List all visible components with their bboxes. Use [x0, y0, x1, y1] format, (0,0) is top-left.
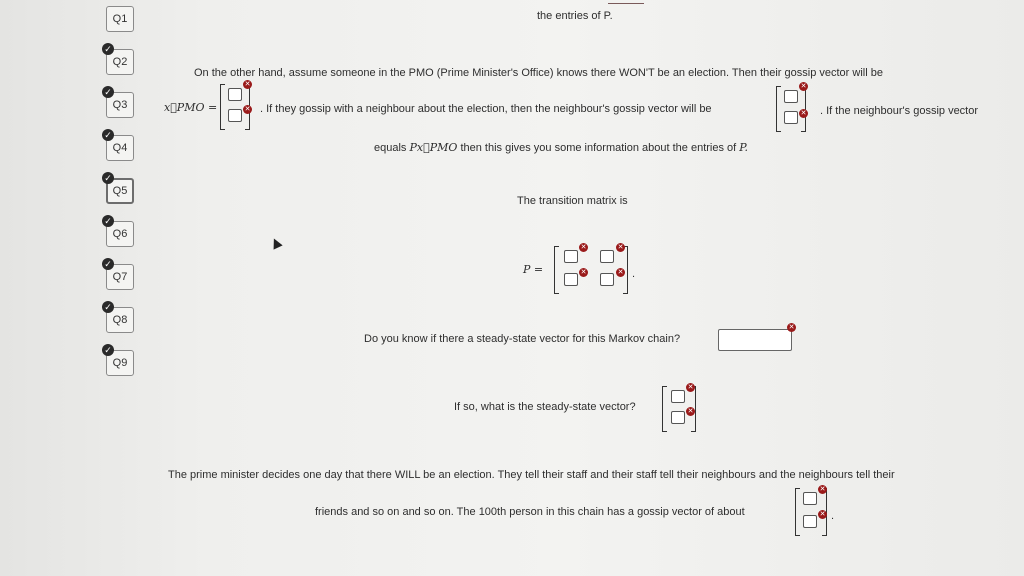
- matrix-entry-input[interactable]: [600, 273, 614, 286]
- check-icon: ✓: [102, 43, 114, 55]
- question-nav-q5[interactable]: Q5: [106, 178, 134, 204]
- matrix-entry-input[interactable]: [564, 250, 578, 263]
- error-x-icon: ✕: [687, 408, 694, 415]
- text-pm-1: The prime minister decides one day that there WILL be an election. They tell their staff and their staff tell their neighbours and the neighbours tell their: [168, 469, 895, 481]
- vector-neighbour: [776, 83, 807, 132]
- question-nav-q6[interactable]: Q6: [106, 221, 134, 247]
- vector-entry-input[interactable]: [228, 88, 242, 101]
- text-pmo-2: . If they gossip with a neighbour about the election, then the neighbour's gossip vector will be: [260, 103, 712, 115]
- matrix-period: .: [632, 268, 636, 280]
- check-icon: ✓: [102, 301, 114, 313]
- p-label: P =: [523, 263, 544, 276]
- error-x-icon: ✕: [800, 83, 807, 90]
- text-pmo-3: . If the neighbour's gossip vector: [820, 105, 979, 117]
- vector-entry-input[interactable]: [784, 90, 798, 103]
- error-x-icon: ✕: [244, 106, 251, 113]
- error-x-icon: ✕: [617, 244, 624, 251]
- error-x-icon: ✕: [687, 384, 694, 391]
- question-nav-q1[interactable]: Q1: [106, 6, 134, 32]
- question-content: [150, 0, 1024, 576]
- error-x-icon: ✕: [819, 511, 826, 518]
- vector-entry-input[interactable]: [671, 390, 685, 403]
- steady-state-answer-input[interactable]: [718, 329, 792, 351]
- question-nav-q3[interactable]: Q3: [106, 92, 134, 118]
- check-icon: ✓: [102, 215, 114, 227]
- error-x-icon: ✕: [819, 486, 826, 493]
- vector-entry-input[interactable]: [803, 492, 817, 505]
- question-nav-q9[interactable]: Q9: [106, 350, 134, 376]
- vector-entry-input[interactable]: [671, 411, 685, 424]
- question-nav-q8[interactable]: Q8: [106, 307, 134, 333]
- text-pm-2: friends and so on and so on. The 100th person in this chain has a gossip vector of about: [315, 506, 745, 518]
- steady-state-vector: [662, 386, 696, 432]
- vector-entry-input[interactable]: [784, 111, 798, 124]
- vector-x-pmo: [220, 81, 251, 130]
- text-line-top: the entries of P.: [537, 10, 613, 22]
- question-nav-q4[interactable]: Q4: [106, 135, 134, 161]
- check-icon: ✓: [102, 258, 114, 270]
- check-icon: ✓: [102, 344, 114, 356]
- cut-off-input-border: [608, 0, 644, 4]
- vector-entry-input[interactable]: [803, 515, 817, 528]
- error-x-icon: ✕: [617, 269, 624, 276]
- question-nav-q2[interactable]: Q2: [106, 49, 134, 75]
- check-icon: ✓: [102, 129, 114, 141]
- text-pmo-1: On the other hand, assume someone in the PMO (Prime Minister's Office) knows there WON'T be an election. Then their gossip vector will be: [194, 67, 883, 79]
- error-x-icon: ✕: [788, 324, 795, 331]
- error-x-icon: ✕: [244, 81, 251, 88]
- question-nav-q7[interactable]: Q7: [106, 264, 134, 290]
- final-period: .: [831, 510, 835, 522]
- error-x-icon: ✕: [580, 244, 587, 251]
- steady-question: Do you know if there a steady-state vector for this Markov chain?: [364, 333, 681, 345]
- vector-entry-input[interactable]: [228, 109, 242, 122]
- question-sidebar: [0, 0, 150, 576]
- error-x-icon: ✕: [800, 110, 807, 117]
- error-x-icon: ✕: [580, 269, 587, 276]
- check-icon: ✓: [102, 86, 114, 98]
- transition-label: The transition matrix is: [517, 195, 628, 207]
- x-pmo-label: x⃗PMO =: [164, 101, 218, 114]
- vector-100th-person: [795, 488, 827, 536]
- matrix-entry-input[interactable]: [600, 250, 614, 263]
- check-icon: ✓: [102, 172, 114, 184]
- transition-matrix: [554, 246, 628, 294]
- steady-if-so: If so, what is the steady-state vector?: [454, 401, 636, 413]
- text-pmo-4: equals Px⃗PMO then this gives you some information about the entries of P.: [374, 141, 748, 154]
- matrix-entry-input[interactable]: [564, 273, 578, 286]
